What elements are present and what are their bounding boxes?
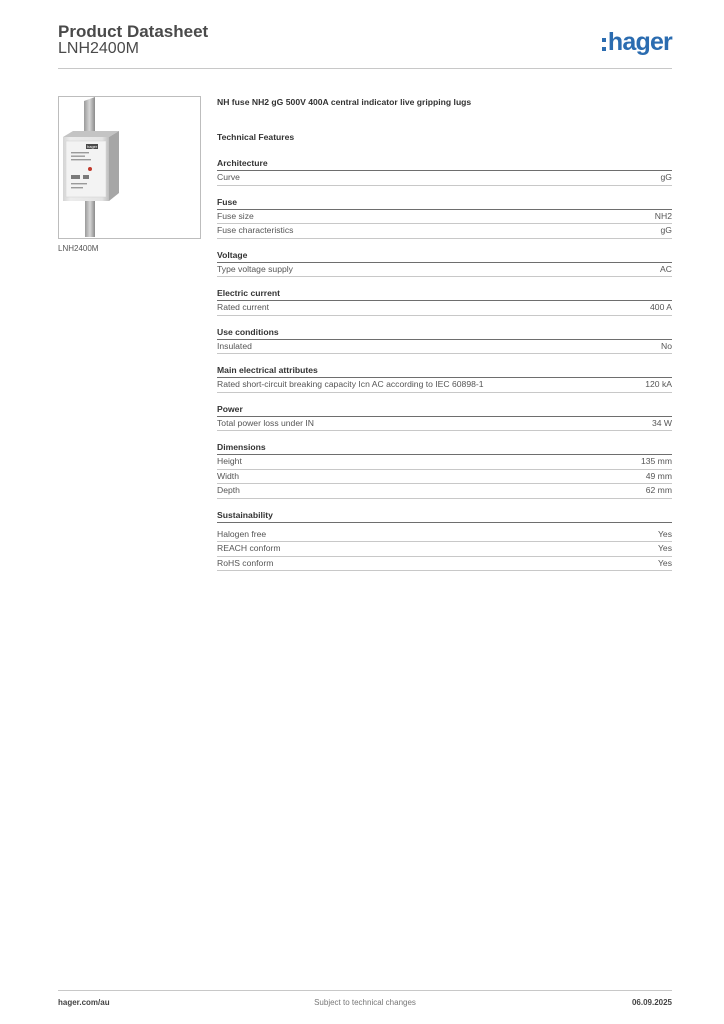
feature-group [217,510,672,572]
feature-group [217,327,672,355]
feature-value: AC [660,263,672,274]
feature-row [217,263,672,278]
feature-group-title: Sustainability [217,509,273,520]
feature-label: Depth [217,485,240,495]
feature-row [217,417,672,432]
product-code: LNH2400M [58,40,139,57]
logo-dot-top [602,38,606,42]
fuse-illustration [59,97,200,238]
feature-label: Rated short-circuit breaking capacity Icn AC according to IEC 60898-1 [217,379,484,389]
hager-logo [602,26,672,56]
feature-label: REACH conform [217,543,281,553]
feature-group-title: Fuse [217,196,238,207]
header-divider [58,68,672,69]
feature-group [217,158,672,186]
feature-label: Fuse characteristics [217,225,294,235]
feature-row [217,224,672,239]
image-caption: LNH2400M [58,244,99,253]
feature-label: Type voltage supply [217,263,293,274]
feature-group [217,288,672,316]
feature-label: Total power loss under IN [217,417,314,428]
page-footer [58,998,672,1010]
feature-value: Yes [657,528,672,539]
feature-label: Insulated [217,340,252,351]
feature-group [217,404,672,432]
feature-value: Yes [657,557,672,568]
footer-date: 06.09.2025 [631,998,672,1007]
feature-group [217,197,672,239]
feature-value: gG [660,225,672,235]
feature-group [217,250,672,278]
datasheet-content [217,96,672,582]
feature-groups [217,158,672,571]
feature-group-divider [217,522,672,523]
feature-label: Height [217,456,242,466]
document-title: Product Datasheet [58,22,209,41]
feature-label: Width [217,470,239,481]
feature-row [217,340,672,355]
feature-group-title: Main electrical attributes [217,365,318,375]
feature-label: Rated current [217,302,270,312]
footer-divider [58,990,672,991]
feature-value: 49 mm [645,470,672,481]
feature-row [217,557,672,572]
feature-label: RoHS conform [217,557,274,568]
product-description: NH fuse NH2 gG 500V 400A central indicator live gripping lugs [217,97,472,107]
feature-group-title: Voltage [217,249,248,260]
feature-value: Yes [657,543,672,553]
feature-value: 62 mm [645,485,672,495]
logo-dot-bottom [602,47,606,51]
product-image [58,96,201,239]
logo-text: hager [607,28,672,56]
feature-row [217,210,672,225]
feature-label: Fuse size [217,210,254,221]
feature-value: gG [660,172,672,182]
feature-group-title: Architecture [217,158,268,168]
feature-group-title: Electric current [217,288,281,298]
logo-dots [602,38,606,51]
feature-value: 120 kA [645,379,672,389]
feature-value: 400 A [650,302,672,312]
feature-row [217,378,672,393]
page-header [58,20,672,70]
feature-row [217,301,672,316]
footer-website: hager.com/au [58,998,110,1007]
feature-group [217,442,672,499]
feature-value: NH2 [654,210,672,221]
feature-row [217,528,672,543]
feature-label: Halogen free [217,528,267,539]
fuse-label-brand: hager [87,144,98,149]
feature-row [217,455,672,470]
feature-row [217,470,672,485]
feature-group-title: Dimensions [217,442,266,452]
feature-group-title: Power [217,403,243,414]
feature-value: No [661,340,672,351]
feature-value: 34 W [651,417,672,428]
feature-group [217,365,672,393]
footer-notice: Subject to technical changes [314,998,416,1007]
feature-row [217,171,672,186]
technical-features-heading: Technical Features [217,132,295,142]
feature-value: 135 mm [640,456,672,466]
feature-label: Curve [217,172,240,182]
feature-row [217,484,672,499]
feature-row [217,542,672,557]
feature-group-title: Use conditions [217,326,279,337]
